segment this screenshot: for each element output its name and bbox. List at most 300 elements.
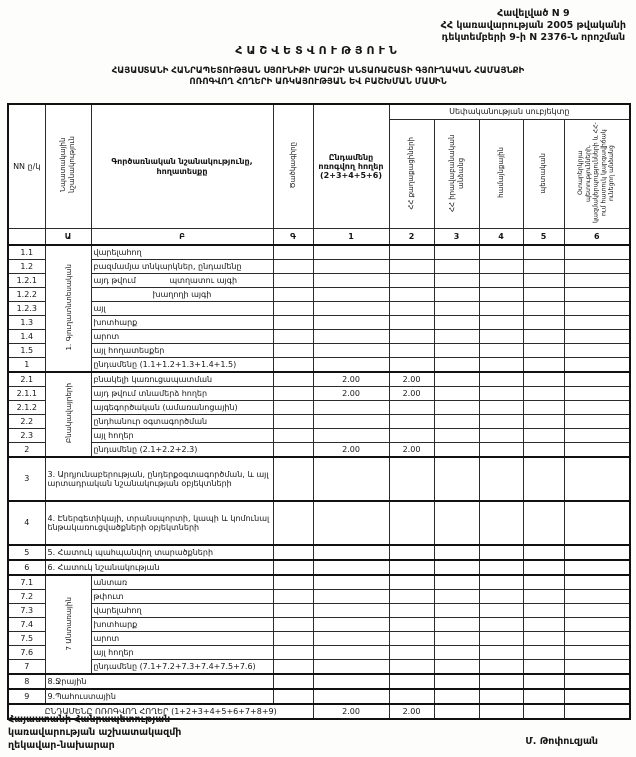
land-label: բնակելի կառուցապատման	[91, 372, 273, 387]
value-cell	[564, 316, 630, 330]
value-cell	[434, 274, 479, 288]
value-cell	[523, 316, 564, 330]
value-cell	[564, 330, 630, 344]
column-index-row	[8, 229, 630, 246]
col-header-community: համայնքային	[479, 120, 523, 229]
value-cell	[523, 372, 564, 387]
row-number: 2.2	[8, 415, 45, 429]
land-label: անտառ	[91, 575, 273, 590]
value-cell	[523, 660, 564, 675]
code-cell	[273, 560, 313, 575]
table-row	[8, 429, 630, 443]
value-cell	[479, 604, 523, 618]
value-cell	[389, 575, 434, 590]
land-label: այլ	[91, 302, 273, 316]
value-cell	[564, 274, 630, 288]
value-cell	[313, 245, 389, 260]
value-cell	[564, 660, 630, 675]
value-cell	[389, 429, 434, 443]
table-row	[8, 560, 630, 575]
row-number: 1.2	[8, 260, 45, 274]
value-cell	[479, 457, 523, 501]
value-cell	[389, 560, 434, 575]
value-cell	[479, 387, 523, 401]
value-cell	[434, 387, 479, 401]
code-cell	[273, 590, 313, 604]
row-number: 7.3	[8, 604, 45, 618]
value-cell	[313, 330, 389, 344]
row-number: 9	[8, 689, 45, 704]
value-cell	[389, 545, 434, 560]
index-cell: Գ	[273, 229, 313, 246]
value-cell	[313, 415, 389, 429]
value-cell	[434, 245, 479, 260]
value-cell	[313, 618, 389, 632]
land-label	[91, 274, 273, 288]
value-cell	[389, 274, 434, 288]
land-label: 4. Էներգետիկայի, տրանսպորտի, կապի և կոմունալ ենթակառուցվածքների օբյեկտների	[45, 501, 273, 545]
col-header-functional: Գործառնական նշանակությունը, հողատեսքը	[91, 104, 273, 229]
value-cell	[434, 674, 479, 689]
table-row	[8, 646, 630, 660]
land-label: այլ հողատեսքեր	[91, 344, 273, 358]
code-cell	[273, 660, 313, 675]
table-row	[8, 501, 630, 545]
value-cell	[479, 415, 523, 429]
col-header-foreign: Օտարերկրյա պետությունների, կազմակերպությունների և ՀՀ-ում հատուկ կարգավիճակ ունեցող անձանց	[564, 120, 630, 229]
value-cell	[389, 316, 434, 330]
value-cell	[313, 288, 389, 302]
value-cell	[389, 288, 434, 302]
table-row	[8, 372, 630, 387]
value-cell	[434, 560, 479, 575]
value-cell	[479, 575, 523, 590]
value-cell: 2.00	[389, 387, 434, 401]
col-header-state: պետական	[523, 120, 564, 229]
row-number: 6	[8, 560, 45, 575]
land-label: թփուտ	[91, 590, 273, 604]
value-cell	[389, 604, 434, 618]
value-cell	[479, 501, 523, 545]
value-cell	[523, 274, 564, 288]
code-cell	[273, 429, 313, 443]
value-cell	[313, 674, 389, 689]
value-cell	[523, 387, 564, 401]
land-label: արոտ	[91, 632, 273, 646]
value-cell	[479, 646, 523, 660]
value-cell	[523, 632, 564, 646]
row-number: 1.3	[8, 316, 45, 330]
value-cell	[523, 575, 564, 590]
value-cell	[523, 689, 564, 704]
code-cell	[273, 372, 313, 387]
value-cell	[389, 344, 434, 358]
table-row	[8, 674, 630, 689]
annex-line: Հավելված N 9	[497, 8, 570, 19]
header-row	[8, 104, 630, 120]
code-cell	[273, 545, 313, 560]
col-header-purpose: Նպատակային նշանակություն	[45, 104, 91, 229]
row-number: 2.1.2	[8, 401, 45, 415]
value-cell	[434, 443, 479, 458]
row-number: 2.1.1	[8, 387, 45, 401]
land-label: խոտհարք	[91, 618, 273, 632]
value-cell	[313, 660, 389, 675]
value-cell	[479, 330, 523, 344]
table-row	[8, 274, 630, 288]
value-cell	[434, 415, 479, 429]
value-cell	[564, 646, 630, 660]
value-cell	[564, 401, 630, 415]
value-cell	[479, 344, 523, 358]
grand-total-label: ԸՆԴԱՄԵՆԸ ՈՌՈԳՎՈՂ ՀՈՂԵՐ (1+2+3+4+5+6+7+8+9)	[8, 704, 313, 719]
code-cell	[273, 344, 313, 358]
code-cell	[273, 632, 313, 646]
value-cell	[434, 344, 479, 358]
value-cell	[523, 443, 564, 458]
value-cell	[434, 372, 479, 387]
value-cell	[389, 618, 434, 632]
row-number: 1	[8, 358, 45, 373]
table-row	[8, 604, 630, 618]
annex-note	[441, 8, 626, 44]
value-cell	[389, 260, 434, 274]
col-header-citizens: ՀՀ քաղաքացիների	[389, 120, 434, 229]
value-cell	[564, 457, 630, 501]
value-cell	[389, 646, 434, 660]
value-cell	[479, 689, 523, 704]
code-cell	[273, 604, 313, 618]
value-cell	[434, 618, 479, 632]
value-cell	[523, 330, 564, 344]
value-cell	[479, 632, 523, 646]
row-number: 1.2.2	[8, 288, 45, 302]
value-cell	[564, 545, 630, 560]
subtotal-label: ընդամենը (1.1+1.2+1.3+1.4+1.5)	[91, 358, 273, 373]
value-cell	[434, 704, 479, 719]
value-cell	[564, 260, 630, 274]
land-label: արոտ	[91, 330, 273, 344]
category-label-forest: 7 Անտառային	[45, 575, 91, 674]
value-cell	[564, 302, 630, 316]
value-cell: 2.00	[313, 372, 389, 387]
index-cell: 6	[564, 229, 630, 246]
value-cell	[313, 501, 389, 545]
value-cell	[434, 501, 479, 545]
code-cell	[273, 274, 313, 288]
value-cell	[564, 590, 630, 604]
value-cell	[523, 457, 564, 501]
col-header-code: Ծածկագիրը	[273, 104, 313, 229]
col-header-ownership-group: Սեփականության սուբյեկտը	[389, 104, 630, 120]
code-cell	[273, 401, 313, 415]
land-label: այգեգործական (ամառանոցային)	[91, 401, 273, 415]
land-label: ընդհանուր օգտագործման	[91, 415, 273, 429]
land-label-prefix: այդ թվում	[93, 275, 136, 285]
index-cell	[8, 229, 45, 246]
row-number: 7.5	[8, 632, 45, 646]
value-cell	[389, 358, 434, 373]
value-cell	[313, 560, 389, 575]
code-cell	[273, 501, 313, 545]
report-subtitle	[0, 66, 636, 88]
land-label: 3. Արդյունաբերության, ընդերքօգտագործման, և այլ արտադրական նշանակության օբյեկտների	[45, 457, 273, 501]
category-label-residential: Բնակավայրերի	[45, 372, 91, 457]
value-cell	[389, 501, 434, 545]
value-cell	[564, 632, 630, 646]
value-cell	[313, 604, 389, 618]
value-cell	[564, 344, 630, 358]
value-cell	[523, 302, 564, 316]
value-cell	[479, 274, 523, 288]
land-label: բազմամյա տնկարկներ, ընդամենը	[91, 260, 273, 274]
value-cell	[389, 330, 434, 344]
row-number: 1.4	[8, 330, 45, 344]
value-cell	[389, 302, 434, 316]
subtotal-label: ընդամենը (7.1+7.2+7.3+7.4+7.5+7.6)	[91, 660, 273, 675]
value-cell	[434, 632, 479, 646]
value-cell	[523, 260, 564, 274]
land-label: այդ թվում տնամերձ հողեր	[91, 387, 273, 401]
value-cell	[479, 660, 523, 675]
value-cell	[564, 604, 630, 618]
land-label: վարելահող	[91, 245, 273, 260]
row-number: 3	[8, 457, 45, 501]
value-cell	[389, 401, 434, 415]
land-label: 5. Հատուկ պահպանվող տարածքների	[45, 545, 273, 560]
row-number: 7.6	[8, 646, 45, 660]
table-row	[8, 387, 630, 401]
table-row	[8, 632, 630, 646]
value-cell: 2.00	[313, 443, 389, 458]
index-cell: 1	[313, 229, 389, 246]
value-cell	[434, 288, 479, 302]
table-row	[8, 302, 630, 316]
value-cell	[564, 372, 630, 387]
value-cell	[434, 689, 479, 704]
code-cell	[273, 689, 313, 704]
value-cell	[523, 358, 564, 373]
index-cell: Ա	[45, 229, 91, 246]
irrigated-lands-table	[7, 103, 631, 720]
value-cell	[313, 590, 389, 604]
value-cell	[434, 604, 479, 618]
index-cell: 4	[479, 229, 523, 246]
value-cell: 2.00	[389, 443, 434, 458]
value-cell	[389, 415, 434, 429]
row-number: 8	[8, 674, 45, 689]
code-cell	[273, 260, 313, 274]
signatory-name: Մ. Թոփուզյան	[525, 736, 598, 747]
value-cell	[564, 618, 630, 632]
value-cell	[313, 401, 389, 415]
table-row	[8, 358, 630, 373]
table-row	[8, 575, 630, 590]
signatory-title	[8, 714, 181, 752]
code-cell	[273, 316, 313, 330]
row-number: 7.2	[8, 590, 45, 604]
value-cell	[479, 545, 523, 560]
code-cell	[273, 457, 313, 501]
value-cell	[523, 415, 564, 429]
value-cell	[313, 632, 389, 646]
code-cell	[273, 288, 313, 302]
value-cell	[479, 618, 523, 632]
index-cell: 5	[523, 229, 564, 246]
value-cell	[434, 401, 479, 415]
table-row	[8, 590, 630, 604]
table-row	[8, 344, 630, 358]
signatory-line: Հայաստանի Հանրապետության	[8, 714, 171, 725]
value-cell: 2.00	[389, 372, 434, 387]
value-cell	[313, 646, 389, 660]
row-number: 1.2.3	[8, 302, 45, 316]
row-number: 7.1	[8, 575, 45, 590]
value-cell	[434, 429, 479, 443]
value-cell	[479, 288, 523, 302]
value-cell	[564, 387, 630, 401]
value-cell	[523, 501, 564, 545]
value-cell	[564, 674, 630, 689]
value-cell	[564, 443, 630, 458]
value-cell	[479, 245, 523, 260]
value-cell	[434, 646, 479, 660]
category-label-agricultural: 1. Գյուղատնտեսական	[45, 245, 91, 372]
value-cell	[523, 674, 564, 689]
value-cell	[523, 245, 564, 260]
value-cell	[479, 302, 523, 316]
value-cell: 2.00	[313, 387, 389, 401]
subtitle-line: ՀԱՅԱՍՏԱՆԻ ՀԱՆՐԱՊԵՏՈՒԹՅԱՆ ՍՅՈՒՆԻՔԻ ՄԱՐԶԻ ԱՆՏԱՌԱՇԱՏԻ ԳՅՈՒՂԱԿԱՆ ՀԱՄԱՅՆՔԻ	[111, 66, 525, 76]
value-cell	[313, 344, 389, 358]
table-row	[8, 689, 630, 704]
value-cell	[564, 245, 630, 260]
value-cell	[523, 604, 564, 618]
report-title: ՀԱՇՎԵՏՎՈՒԹՅՈՒՆ	[235, 44, 401, 57]
value-cell	[523, 401, 564, 415]
annex-line: ՀՀ կառավարության 2005 թվականի	[440, 19, 626, 31]
land-label: 8.Ջրային	[45, 674, 273, 689]
row-number: 7.4	[8, 618, 45, 632]
value-cell	[313, 260, 389, 274]
col-header-legal-entities: ՀՀ իրավաբանական անձանց	[434, 120, 479, 229]
land-label: 6. Հատուկ նշանակության	[45, 560, 273, 575]
land-label: այլ հողեր	[91, 429, 273, 443]
value-cell	[389, 457, 434, 501]
value-cell	[523, 560, 564, 575]
table-row	[8, 316, 630, 330]
table-row	[8, 288, 630, 302]
value-cell	[313, 429, 389, 443]
row-number: 1.1	[8, 245, 45, 260]
table-row	[8, 443, 630, 458]
value-cell	[389, 590, 434, 604]
value-cell	[434, 545, 479, 560]
row-number: 2.1	[8, 372, 45, 387]
value-cell	[434, 660, 479, 675]
land-label: վարելահող	[91, 604, 273, 618]
value-cell	[479, 674, 523, 689]
value-cell	[523, 590, 564, 604]
value-cell	[434, 260, 479, 274]
table-row	[8, 660, 630, 675]
value-cell	[389, 245, 434, 260]
value-cell	[313, 274, 389, 288]
value-cell	[389, 632, 434, 646]
value-cell	[523, 646, 564, 660]
value-cell	[523, 618, 564, 632]
value-cell	[479, 372, 523, 387]
row-number: 5	[8, 545, 45, 560]
value-cell	[564, 689, 630, 704]
code-cell	[273, 646, 313, 660]
col-header-nn: NN ը/կ	[8, 104, 45, 229]
value-cell	[564, 704, 630, 719]
value-cell	[564, 560, 630, 575]
value-cell	[434, 302, 479, 316]
value-cell	[523, 288, 564, 302]
value-cell	[523, 545, 564, 560]
value-cell	[564, 288, 630, 302]
value-cell	[479, 590, 523, 604]
code-cell	[273, 358, 313, 373]
value-cell	[479, 401, 523, 415]
col-header-total: Ընդամենը ոռոգվող հողեր (2+3+4+5+6)	[313, 104, 389, 229]
value-cell	[313, 302, 389, 316]
index-cell: 2	[389, 229, 434, 246]
value-cell	[523, 344, 564, 358]
value-cell	[434, 575, 479, 590]
value-cell	[479, 704, 523, 719]
value-cell	[523, 429, 564, 443]
value-cell	[479, 443, 523, 458]
row-number: 2	[8, 443, 45, 458]
land-label: 9.Պահուստային	[45, 689, 273, 704]
code-cell	[273, 618, 313, 632]
index-cell: 3	[434, 229, 479, 246]
table-row	[8, 415, 630, 429]
table-row	[8, 260, 630, 274]
value-cell	[564, 501, 630, 545]
table-row	[8, 401, 630, 415]
code-cell	[273, 387, 313, 401]
value-cell	[313, 316, 389, 330]
subtotal-label: ընդամենը (2.1+2.2+2.3)	[91, 443, 273, 458]
value-cell	[434, 457, 479, 501]
table-row	[8, 545, 630, 560]
row-number: 4	[8, 501, 45, 545]
value-cell	[479, 560, 523, 575]
signatory-line: ղեկավար-նախարար	[8, 739, 115, 751]
row-number: 1.2.1	[8, 274, 45, 288]
code-cell	[273, 674, 313, 689]
land-label: այլ հողեր	[91, 646, 273, 660]
value-cell	[389, 674, 434, 689]
value-cell	[479, 316, 523, 330]
value-cell	[389, 660, 434, 675]
value-cell	[389, 689, 434, 704]
subtitle-line: ՈՌՈԳՎՈՂ ՀՈՂԵՐԻ ԱՌԿԱՅՈՒԹՅԱՆ ԵՎ ԲԱՇԽՄԱՆ ՄԱՍԻՆ	[189, 77, 447, 88]
value-cell	[313, 689, 389, 704]
row-number: 2.3	[8, 429, 45, 443]
code-cell	[273, 443, 313, 458]
table-row	[8, 457, 630, 501]
value-cell	[313, 358, 389, 373]
value-cell	[479, 429, 523, 443]
row-number: 7	[8, 660, 45, 675]
table-row	[8, 245, 630, 260]
value-cell	[564, 575, 630, 590]
